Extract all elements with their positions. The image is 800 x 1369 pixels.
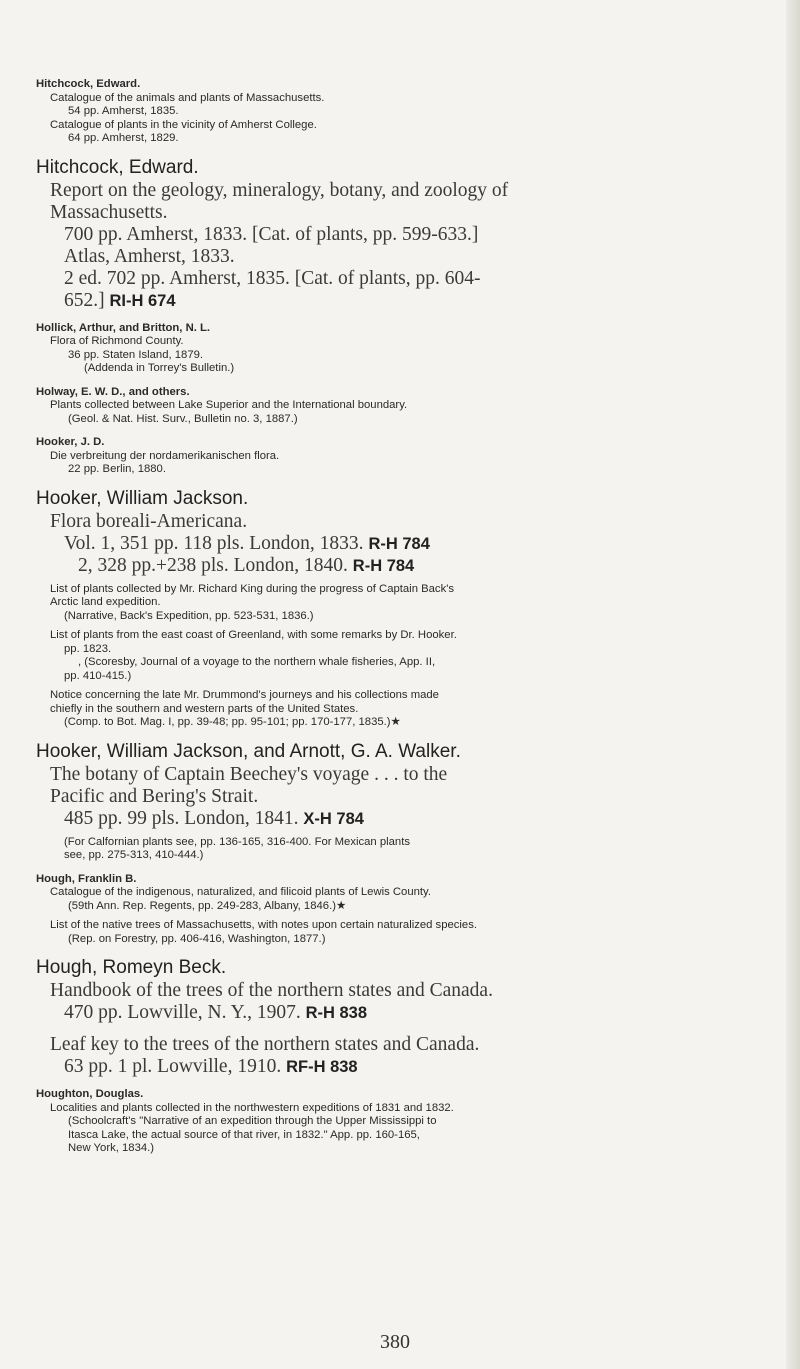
entry-line [36,413,776,427]
entry-notes [36,583,776,730]
entry-line [36,886,776,900]
entry-text: The botany of Captain Beechey's voyage . . . to the [50,763,448,785]
entry-line [36,1024,776,1034]
catalogue-entry [36,956,776,1078]
entry-text: Catalogue of plants in the vicinity of Amherst College. [50,118,317,131]
entry-text: Catalogue of the indigenous, naturalized, and filicoid plants of Lewis County. [50,886,431,898]
call-number: R-H 784 [352,556,415,575]
catalogue-entry [36,322,776,376]
entry-line [36,246,776,268]
entry-line [36,349,776,363]
entry-text: Catalogue of the animals and plants of Massachusetts. [50,91,325,104]
call-number: RF-H 838 [286,1058,358,1076]
entry-author: Hough, Romeyn Beck. [36,957,227,978]
note-line: (Comp. to Bot. Mag. I, pp. 39-48; pp. 95-101; pp. 170-177, 1835.)★ [64,716,401,728]
entry-text: 2, 328 pp.+238 pls. London, 1840. [78,554,353,576]
entry-line [36,919,776,933]
entry-author: Hitchcock, Edward. [36,78,141,90]
note-line: chiefly in the southern and western parts of the United States. [50,702,359,715]
catalogue-entry [36,873,776,947]
entry-line [36,533,776,555]
entry-text: 22 pp. Berlin, 1880. [68,463,166,475]
entry-line [36,463,776,477]
entry-text: Die verbreitung der nordamerikanischen flora. [50,449,280,462]
entry-text: 64 pp. Amherst, 1829. [68,132,179,144]
catalogue-page [36,78,776,1166]
call-number: R-H 784 [368,534,430,553]
page-edge-shadow [786,0,800,1369]
call-number: RI-H 674 [109,291,176,310]
catalogue-entry [36,740,776,863]
entry-line [36,1034,776,1056]
entry-text: (Addenda in Torrey's Bulletin.) [84,362,235,374]
entry-author: Hooker, William Jackson, and Arnott, G. A. Walker. [36,740,461,762]
note-line: List of plants collected by Mr. Richard King during the progress of Captain Back's [50,582,455,595]
entry-text: Localities and plants collected in the northwestern expeditions of 1831 and 1832. [50,1101,454,1114]
entry-line [36,92,776,106]
entry-line [36,399,776,413]
catalogue-entry [36,487,776,730]
note-line: List of plants from the east coast of Greenland, with some remarks by Dr. Hooker. [50,629,457,641]
entry-line [36,362,776,376]
entry-text: Pacific and Bering's Strait. [50,785,259,807]
entry-author: Hooker, J. D. [36,436,105,448]
entry-line [36,335,776,349]
entry-line [36,1115,776,1129]
entry-line [36,180,776,202]
entry-text: Atlas, Amherst, 1833. [64,245,235,267]
entry-text: (59th Ann. Rep. Regents, pp. 249-283, Albany, 1846.)★ [68,899,347,912]
entry-text: List of the native trees of Massachusetts, with notes upon certain naturalized species. [50,919,478,931]
entry-line [36,224,776,246]
entry-line [36,1142,776,1156]
entry-line [36,808,776,830]
entry-text: Report on the geology, mineralogy, botany, and zoology of [50,179,509,201]
entry-text: Handbook of the trees of the northern states and Canada. [50,980,493,1001]
entry-author: Houghton, Douglas. [36,1088,144,1100]
catalogue-entry [36,436,776,477]
note-line: (For Calfornian plants see, pp. 136-165, 316-400. For Mexican plants [64,835,411,848]
entry-text: 54 pp. Amherst, 1835. [68,105,179,117]
entry-line [36,555,776,577]
entry-text: Flora boreali-Americana. [50,510,248,532]
entry-line [36,511,776,533]
entry-line [36,1002,776,1024]
entry-line [36,119,776,133]
entry-line [36,900,776,914]
call-number: R-H 838 [305,1004,368,1022]
entry-text: Leaf key to the trees of the northern states and Canada. [50,1034,480,1055]
catalogue-entry [36,386,776,427]
entry-line [36,933,776,947]
catalogue-entry [36,78,776,146]
note-line: pp. 410-415.) [64,669,132,682]
entry-line [36,786,776,808]
entry-line [36,132,776,146]
entry-text: Massachusetts. [50,201,168,223]
note-line: , (Scoresby, Journal of a voyage to the northern whale fisheries, App. II, [78,656,436,668]
entry-author: Hollick, Arthur, and Britton, N. L. [36,321,211,334]
entry-line [36,1129,776,1143]
entry-line [36,1102,776,1116]
entry-text: Itasca Lake, the actual source of that river, in 1832." App. pp. 160-165, [68,1128,420,1141]
entry-author: Hooker, William Jackson. [36,487,249,509]
entry-text: 652.] [64,289,110,311]
entry-line [36,105,776,119]
page-number: 380 [380,1331,410,1353]
entry-author: Hitchcock, Edward. [36,156,199,178]
call-number: X-H 784 [303,809,364,828]
entry-notes [36,836,776,863]
entry-text: Flora of Richmond County. [50,335,184,347]
entry-line [36,202,776,224]
entry-text: Plants collected between Lake Superior and the International boundary. [50,399,408,411]
entry-author: Holway, E. W. D., and others. [36,385,190,398]
note-line: see, pp. 275-313, 410-444.) [64,849,204,861]
entry-line [36,450,776,464]
entry-line [36,980,776,1002]
entry-text: (Rep. on Forestry, pp. 406-416, Washington, 1877.) [68,932,326,945]
entry-line [36,764,776,786]
entry-line [36,268,776,290]
entry-line [36,1056,776,1078]
note-line: pp. 1823. [64,642,112,655]
note-line: (Narrative, Back's Expedition, pp. 523-531, 1836.) [64,609,314,622]
entry-text: 700 pp. Amherst, 1833. [Cat. of plants, pp. 599-633.] [64,223,479,245]
entry-text: (Schoolcraft's "Narrative of an expedition through the Upper Mississippi to [68,1115,437,1127]
entry-text: (Geol. & Nat. Hist. Surv., Bulletin no. 3, 1887.) [68,412,298,425]
note-line: Notice concerning the late Mr. Drummond's journeys and his collections made [50,689,439,701]
note-line: Arctic land expedition. [50,596,161,608]
catalogue-entry [36,156,776,312]
entry-text: Vol. 1, 351 pp. 118 pls. London, 1833. [64,532,369,554]
entry-text: 2 ed. 702 pp. Amherst, 1835. [Cat. of plants, pp. 604- [64,267,481,289]
entry-text: 36 pp. Staten Island, 1879. [68,348,204,361]
entry-text: 485 pp. 99 pls. London, 1841. [64,807,304,829]
catalogue-entry [36,1088,776,1156]
entry-text: 63 pp. 1 pl. Lowville, 1910. [64,1056,287,1077]
entry-text: New York, 1834.) [68,1142,155,1154]
entry-text: 470 pp. Lowville, N. Y., 1907. [64,1002,306,1023]
entry-author: Hough, Franklin B. [36,872,137,885]
entry-line [36,290,776,312]
